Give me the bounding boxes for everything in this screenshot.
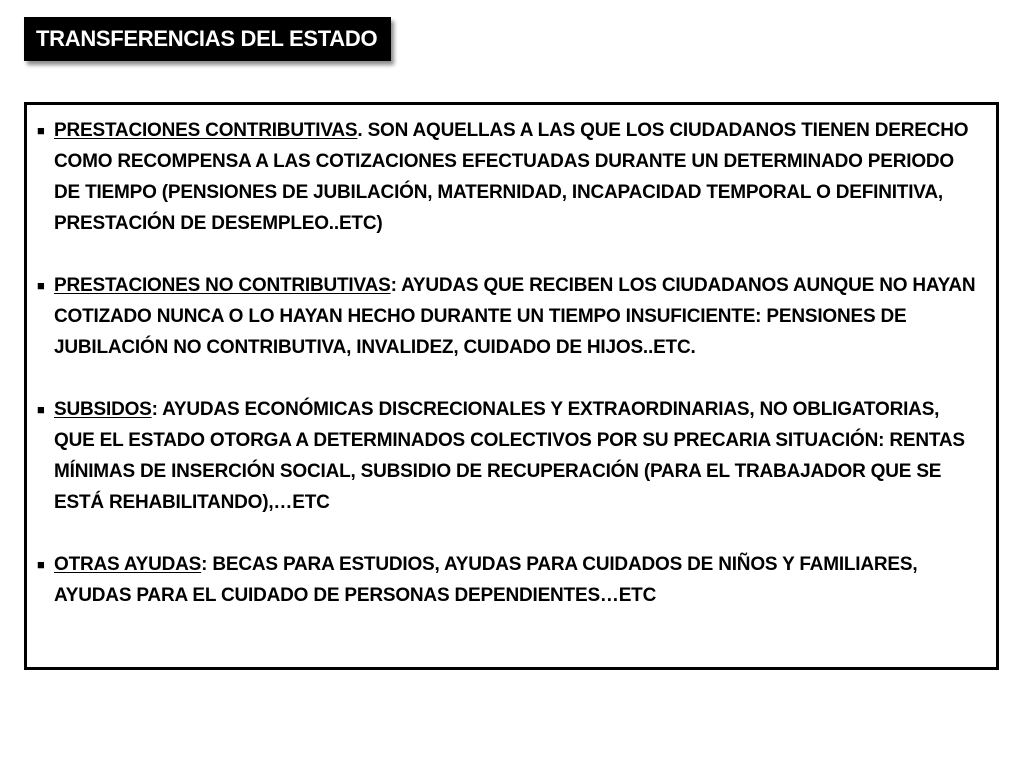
- list-item: [37, 115, 982, 239]
- item-description: : AYUDAS ECONÓMICAS DISCRECIONALES Y EXTRAORDINARIAS, NO OBLIGATORIAS, QUE EL ESTADO OTORGA A DETERMINADOS COLECTIVOS POR SU PRECARIA SITUACIÓN: RENTAS MÍNIMAS DE INSERCIÓN SOCIAL, SUBSIDIO DE RECUPERACIÓN (PARA EL TRABAJADOR QUE SE ESTÁ REHABILITANDO),…ETC: [54, 399, 965, 513]
- item-description: : AYUDAS QUE RECIBEN LOS CIUDADANOS AUNQUE NO HAYAN COTIZADO NUNCA O LO HAYAN HECHO DURANTE UN TIEMPO INSUFICIENTE: PENSIONES DE JUBILACIÓN NO CONTRIBUTIVA, INVALIDEZ, CUIDADO DE HIJOS..ETC.: [54, 275, 976, 358]
- item-description: . SON AQUELLAS A LAS QUE LOS CIUDADANOS TIENEN DERECHO COMO RECOMPENSA A LAS COTIZACIONES EFECTUADAS DURANTE UN DETERMINADO PERIODO DE TIEMPO (PENSIONES DE JUBILACIÓN, MATERNIDAD, INCAPACIDAD TEMPORAL O DEFINITIVA, PRESTACIÓN DE DESEMPLEO..ETC): [54, 120, 969, 234]
- item-text: [37, 270, 982, 363]
- bullet-list: [37, 115, 982, 611]
- item-term: OTRAS AYUDAS: [54, 554, 202, 575]
- item-term: PRESTACIONES NO CONTRIBUTIVAS: [54, 275, 391, 296]
- square-bullet-icon: ■: [37, 557, 45, 572]
- item-description: : BECAS PARA ESTUDIOS, AYUDAS PARA CUIDADOS DE NIÑOS Y FAMILIARES, AYUDAS PARA EL CUIDADO DE PERSONAS DEPENDIENTES…ETC: [54, 554, 918, 606]
- content-box: [24, 102, 999, 670]
- item-term: PRESTACIONES CONTRIBUTIVAS: [54, 120, 358, 141]
- item-text: [37, 549, 982, 611]
- square-bullet-icon: ■: [37, 123, 45, 138]
- item-text: [37, 115, 982, 239]
- square-bullet-icon: ■: [37, 402, 45, 417]
- item-term: SUBSIDOS: [54, 399, 152, 420]
- square-bullet-icon: ■: [37, 278, 45, 293]
- list-item: [37, 549, 982, 611]
- slide-title: TRANSFERENCIAS DEL ESTADO: [24, 17, 391, 61]
- item-text: [37, 394, 982, 518]
- list-item: [37, 394, 982, 518]
- list-item: [37, 270, 982, 363]
